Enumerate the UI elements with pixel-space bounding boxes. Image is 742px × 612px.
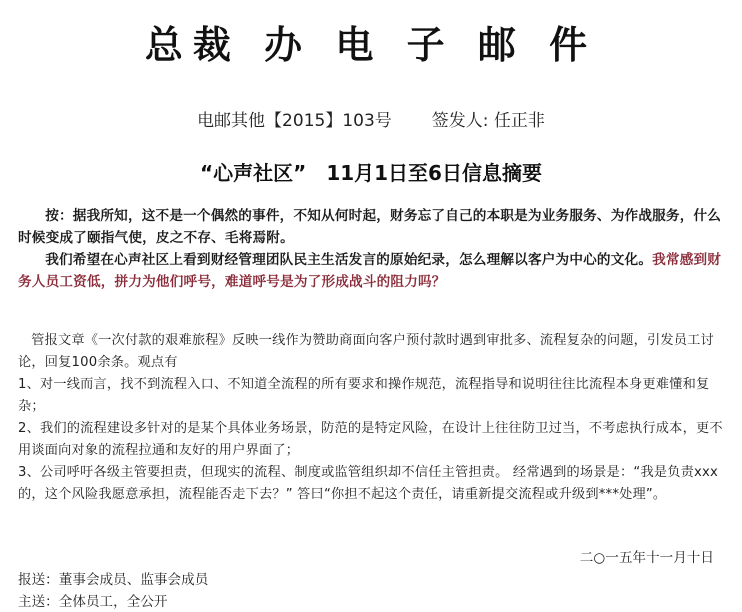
signer: 签发人: 任正非 (431, 111, 545, 131)
body-paragraph-point-1: 1、对一线而言，找不到流程入口、不知道全流程的所有要求和操作规范，流程指导和说明往往比流程本身更难懂和复杂； (18, 377, 710, 414)
headline (0, 157, 742, 186)
document-date: 二○一五年十一月十日 (579, 550, 714, 566)
report-to: 报送：董事会成员、监事会成员 (18, 572, 209, 588)
body-paragraph-point-3: 3、公司呼吁各级主管要担责，但现实的流程、制度或监管组织却不信任主管担责。 经常遇到的场景是：“我是负责xxx的，这个风险我愿意承担，流程能否走下去？” 答曰“你担不起这个责任，请重新提交流程或升级到***处理”。 (18, 465, 719, 502)
body-paragraph-point-2: 2、我们的流程建设多针对的是某个具体业务场景，防范的是特定风险，在设计上往往防卫过当，不考虑执行成本，更不用谈面向对象的流程拉通和友好的用户界面了； (18, 421, 723, 458)
body-paragraph-intro: 管报文章《一次付款的艰难旅程》反映一线作为赞助商面向客户预付款时遇到审批多、流程复杂的问题，引发员工讨论，回复100余条。观点有 (18, 333, 714, 370)
document-meta (0, 106, 742, 131)
doc-number: 电邮其他【2015】103号 (197, 111, 392, 131)
note-text: 我们希望在心声社区上看到财经管理团队民主生活发言的原始纪录，怎么理解以客户为中心的文化。 (45, 252, 653, 268)
note-highlight-text: 我常感到财务人员工资低，拼力为他们呼号，难道呼号是为了形成战斗的阻力吗？ (18, 252, 722, 290)
headline-source: “心声社区” (200, 161, 307, 185)
headline-topic: 11月1日至6日信息摘要 (326, 161, 542, 185)
editor-note-paragraph-1: 按：据我所知，这不是一个偶然的事件，不知从何时起，财务忘了自己的本职是为业务服务、为作战服务，什么时候变成了颐指气使，皮之不存、毛将焉附。 (18, 208, 722, 246)
document-title: 总裁 办 电 子 邮 件 (144, 23, 598, 67)
editor-note-paragraph-2 (18, 249, 724, 293)
send-to: 主送：全体员工，全公开 (18, 594, 168, 610)
